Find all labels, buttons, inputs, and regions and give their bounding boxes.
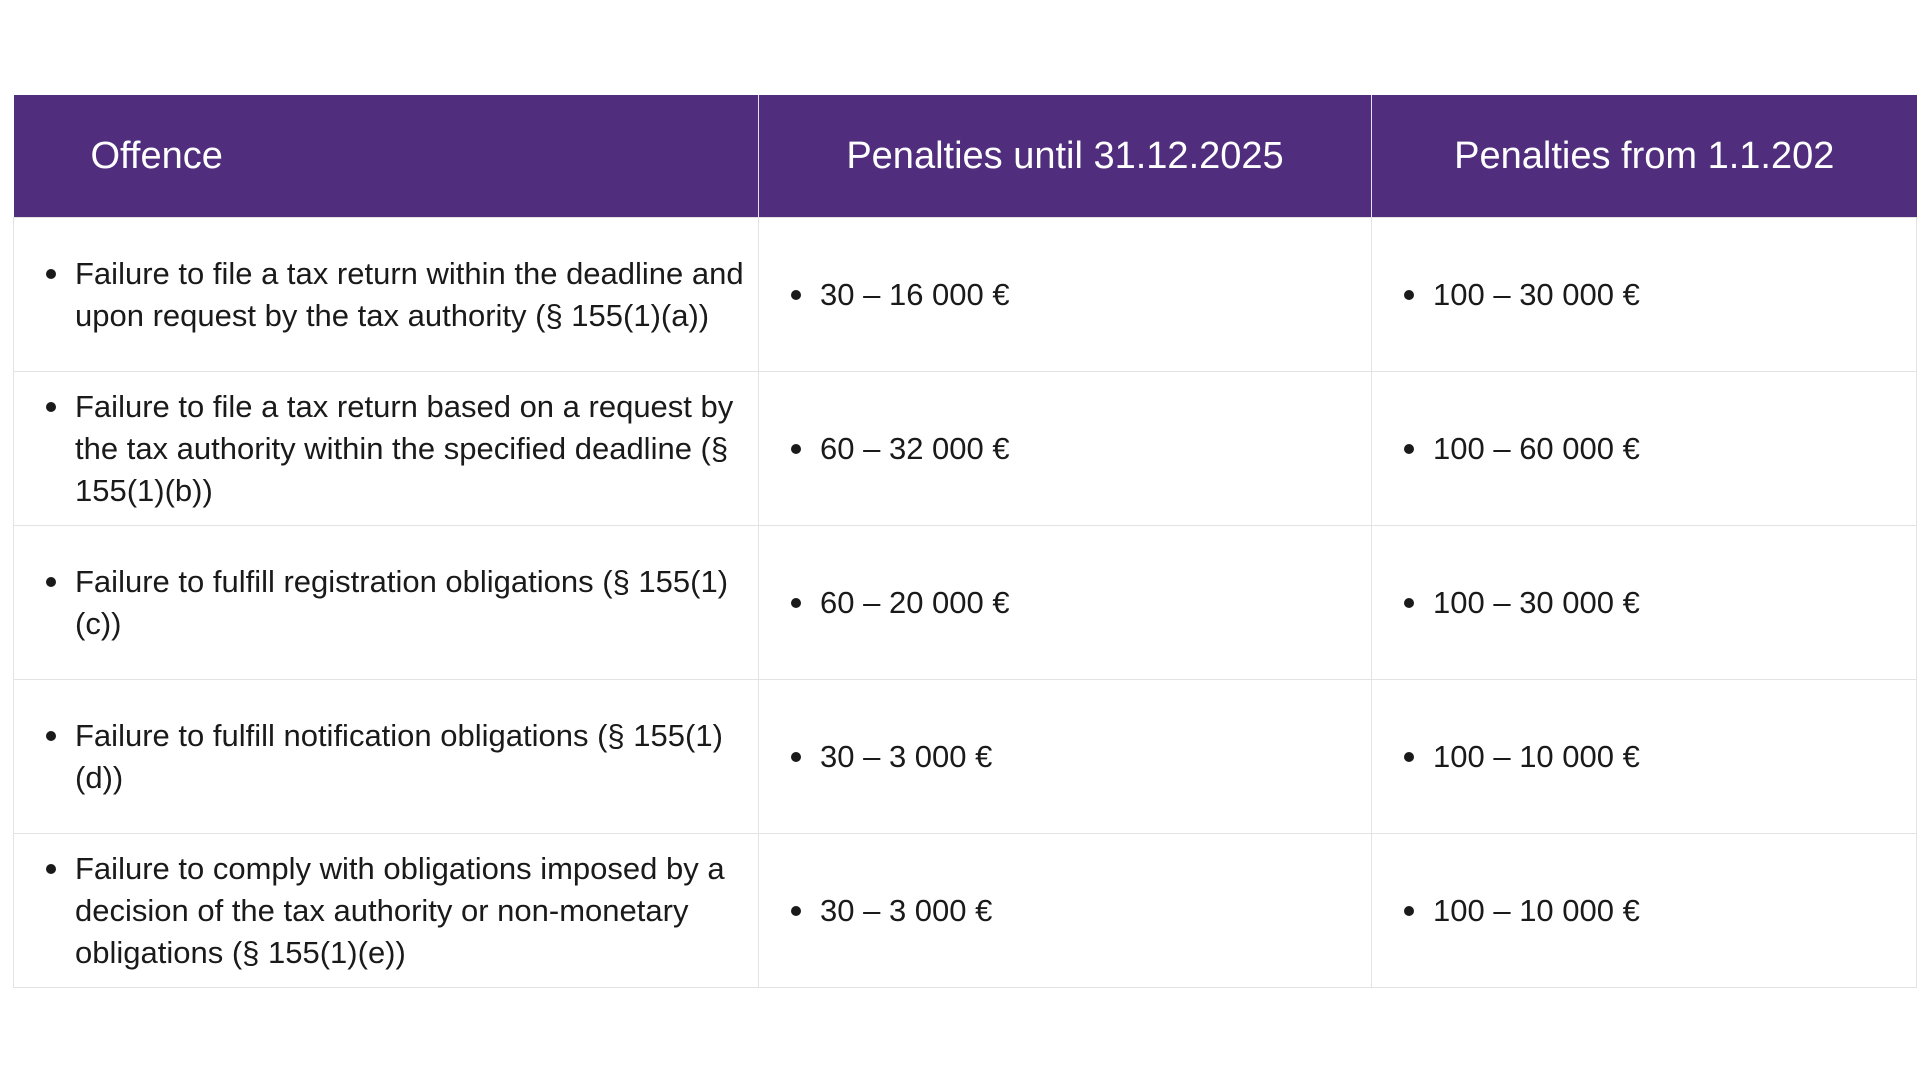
offence-text: Failure to comply with obligations imposed by a decision of the tax authority or non-monetary obligations (§ 155(1)(e)) <box>14 848 758 974</box>
table-header <box>14 95 1917 218</box>
penalty-until-cell <box>759 680 1372 834</box>
penalty-until-cell <box>759 834 1372 988</box>
penalty-list <box>759 274 1371 316</box>
offence-list <box>14 386 758 512</box>
offence-cell <box>14 218 759 372</box>
penalty-from-cell <box>1372 372 1917 526</box>
penalty-list <box>1372 428 1916 470</box>
penalty-until-value: 60 – 32 000 € <box>759 428 1371 470</box>
offence-cell <box>14 834 759 988</box>
offence-cell <box>14 526 759 680</box>
penalty-list <box>1372 736 1916 778</box>
penalty-until-cell <box>759 526 1372 680</box>
table-row <box>14 680 1917 834</box>
penalty-list <box>759 582 1371 624</box>
offence-list <box>14 561 758 645</box>
penalty-list <box>1372 274 1916 316</box>
penalty-until-value: 60 – 20 000 € <box>759 582 1371 624</box>
penalty-from-cell <box>1372 834 1917 988</box>
header-offence: Offence <box>14 95 759 218</box>
penalty-from-value: 100 – 10 000 € <box>1372 736 1916 778</box>
penalty-from-value: 100 – 30 000 € <box>1372 274 1916 316</box>
penalty-from-cell <box>1372 680 1917 834</box>
offence-text: Failure to fulfill notification obligations (§ 155(1)(d)) <box>14 715 758 799</box>
table-row <box>14 218 1917 372</box>
header-penalties-from: Penalties from 1.1.202 <box>1372 95 1917 218</box>
offence-list <box>14 715 758 799</box>
table-row <box>14 526 1917 680</box>
offence-list <box>14 253 758 337</box>
offence-list <box>14 848 758 974</box>
offence-text: Failure to file a tax return within the deadline and upon request by the tax authority (§ 155(1)(a)) <box>14 253 758 337</box>
penalty-list <box>759 890 1371 932</box>
penalty-from-value: 100 – 10 000 € <box>1372 890 1916 932</box>
penalty-until-cell <box>759 372 1372 526</box>
offence-cell <box>14 680 759 834</box>
table-body <box>14 218 1917 988</box>
penalty-until-value: 30 – 3 000 € <box>759 890 1371 932</box>
penalty-until-value: 30 – 3 000 € <box>759 736 1371 778</box>
penalty-list <box>1372 582 1916 624</box>
penalty-from-cell <box>1372 526 1917 680</box>
penalty-from-value: 100 – 60 000 € <box>1372 428 1916 470</box>
penalty-list <box>1372 890 1916 932</box>
header-row <box>14 95 1917 218</box>
offence-cell <box>14 372 759 526</box>
offence-text: Failure to file a tax return based on a request by the tax authority within the specified deadline (§ 155(1)(b)) <box>14 386 758 512</box>
penalty-until-value: 30 – 16 000 € <box>759 274 1371 316</box>
header-penalties-until: Penalties until 31.12.2025 <box>759 95 1372 218</box>
penalty-list <box>759 736 1371 778</box>
penalty-list <box>759 428 1371 470</box>
table-row <box>14 372 1917 526</box>
penalties-table <box>13 95 1917 988</box>
offence-text: Failure to fulfill registration obligations (§ 155(1)(c)) <box>14 561 758 645</box>
penalty-from-cell <box>1372 218 1917 372</box>
penalty-until-cell <box>759 218 1372 372</box>
table-row <box>14 834 1917 988</box>
penalty-from-value: 100 – 30 000 € <box>1372 582 1916 624</box>
